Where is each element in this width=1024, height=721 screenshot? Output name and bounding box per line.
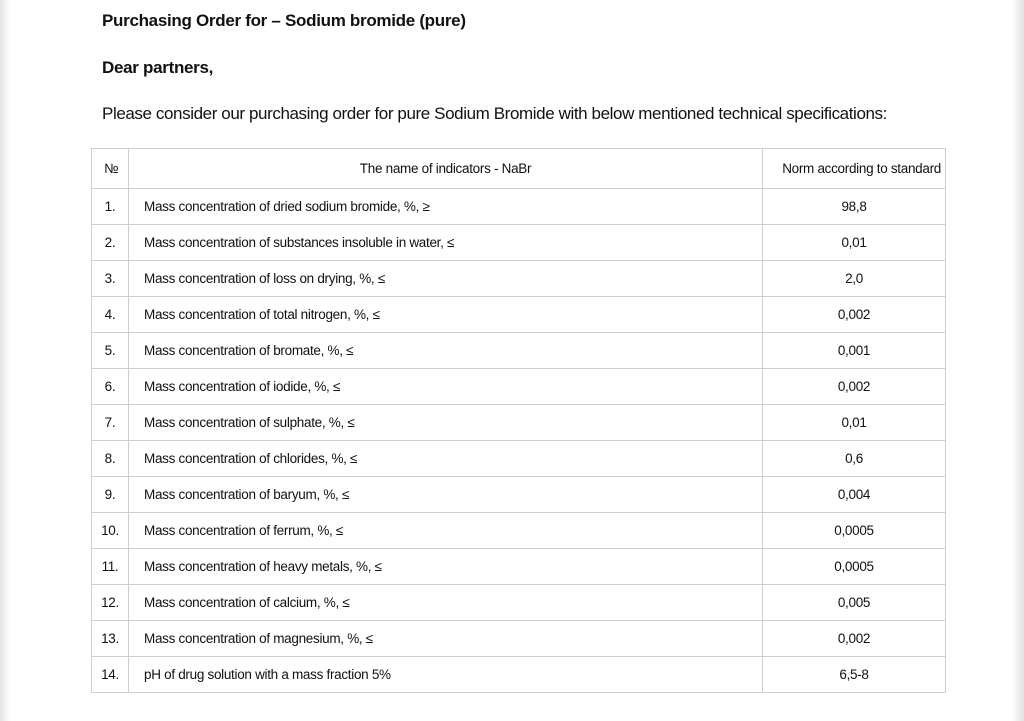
norm-value: 0,01: [763, 405, 946, 441]
norm-value: 6,5-8: [763, 657, 946, 693]
norm-value: 98,8: [763, 189, 946, 225]
table-row: [92, 297, 946, 333]
row-number: 3.: [92, 261, 129, 297]
indicator-name: Mass concentration of iodide, %, ≤: [129, 369, 763, 405]
table-header-row: [92, 149, 946, 189]
page-edge-left: [0, 0, 10, 721]
norm-value: 0,001: [763, 333, 946, 369]
row-number: 1.: [92, 189, 129, 225]
table-row: [92, 549, 946, 585]
table-row: [92, 657, 946, 693]
header-indicator-name: The name of indicators - NaBr: [129, 149, 763, 189]
intro-paragraph: Please consider our purchasing order for pure Sodium Bromide with below mentioned technical specifications:: [102, 104, 887, 123]
row-number: 7.: [92, 405, 129, 441]
indicator-name: Mass concentration of baryum, %, ≤: [129, 477, 763, 513]
table-row: [92, 477, 946, 513]
indicator-name: Mass concentration of sulphate, %, ≤: [129, 405, 763, 441]
specifications-table: [91, 148, 946, 693]
table-row: [92, 513, 946, 549]
row-number: 5.: [92, 333, 129, 369]
indicator-name: Mass concentration of chlorides, %, ≤: [129, 441, 763, 477]
norm-value: 2,0: [763, 261, 946, 297]
indicator-name: Mass concentration of substances insoluble in water, ≤: [129, 225, 763, 261]
table-row: [92, 621, 946, 657]
table-row: [92, 225, 946, 261]
header-number: №: [92, 149, 129, 189]
greeting: Dear partners,: [102, 58, 214, 77]
indicator-name: Mass concentration of dried sodium bromide, %, ≥: [129, 189, 763, 225]
norm-value: 0,002: [763, 621, 946, 657]
row-number: 14.: [92, 657, 129, 693]
table-row: [92, 369, 946, 405]
row-number: 6.: [92, 369, 129, 405]
row-number: 10.: [92, 513, 129, 549]
table-row: [92, 585, 946, 621]
indicator-name: Mass concentration of bromate, %, ≤: [129, 333, 763, 369]
table-row: [92, 333, 946, 369]
indicator-name: Mass concentration of calcium, %, ≤: [129, 585, 763, 621]
table-row: [92, 261, 946, 297]
indicator-name: pH of drug solution with a mass fraction 5%: [129, 657, 763, 693]
norm-value: 0,0005: [763, 513, 946, 549]
norm-value: 0,6: [763, 441, 946, 477]
indicator-name: Mass concentration of ferrum, %, ≤: [129, 513, 763, 549]
indicator-name: Mass concentration of loss on drying, %, ≤: [129, 261, 763, 297]
row-number: 13.: [92, 621, 129, 657]
page-edge-right: [1012, 0, 1024, 721]
indicator-name: Mass concentration of total nitrogen, %, ≤: [129, 297, 763, 333]
row-number: 12.: [92, 585, 129, 621]
table-row: [92, 405, 946, 441]
norm-value: 0,01: [763, 225, 946, 261]
indicator-name: Mass concentration of heavy metals, %, ≤: [129, 549, 763, 585]
row-number: 2.: [92, 225, 129, 261]
norm-value: 0,005: [763, 585, 946, 621]
norm-value: 0,004: [763, 477, 946, 513]
table-row: [92, 441, 946, 477]
document-title: Purchasing Order for – Sodium bromide (pure): [102, 11, 466, 30]
table-row: [92, 189, 946, 225]
row-number: 11.: [92, 549, 129, 585]
norm-value: 0,002: [763, 369, 946, 405]
norm-value: 0,002: [763, 297, 946, 333]
row-number: 8.: [92, 441, 129, 477]
indicator-name: Mass concentration of magnesium, %, ≤: [129, 621, 763, 657]
row-number: 4.: [92, 297, 129, 333]
norm-value: 0,0005: [763, 549, 946, 585]
header-norm: Norm according to standard: [763, 149, 946, 189]
row-number: 9.: [92, 477, 129, 513]
